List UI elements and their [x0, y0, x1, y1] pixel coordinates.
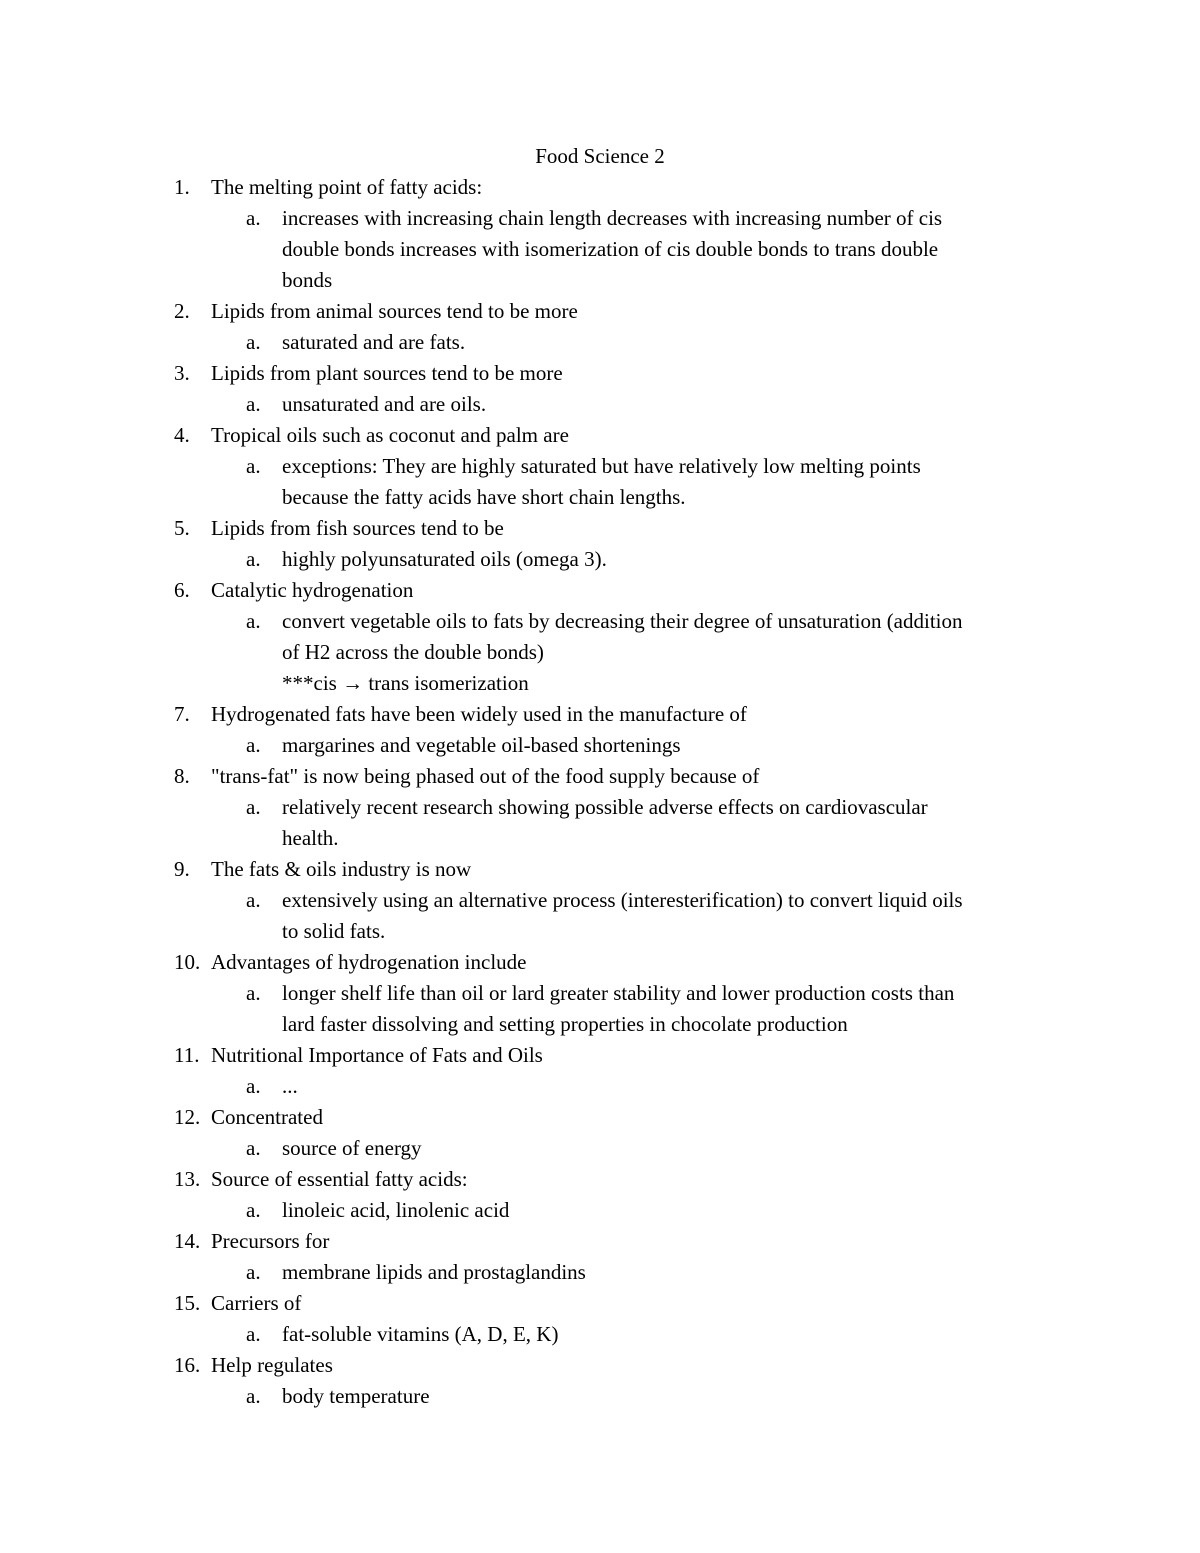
list-item-number: 12.	[174, 1105, 201, 1129]
list-item-row	[174, 1350, 1054, 1381]
list-item	[174, 1288, 1054, 1350]
list-item-number: 5.	[174, 516, 190, 540]
sub-item-line: bonds	[282, 268, 333, 292]
list-item-text: "trans-fat" is now being phased out of the food supply because of	[211, 764, 760, 788]
sub-item-letter: a.	[246, 1260, 261, 1284]
sub-item-line: highly polyunsaturated oils (omega 3).	[282, 547, 607, 571]
sub-item-letter: a.	[246, 981, 261, 1005]
list-item-row	[174, 296, 1054, 327]
page-title: Food Science 2	[535, 144, 665, 168]
list-item-number: 11.	[174, 1043, 200, 1067]
sub-item-letter: a.	[246, 795, 261, 819]
sub-item	[246, 327, 1054, 358]
list-item-row	[174, 1164, 1054, 1195]
numbered-list	[174, 172, 1054, 1412]
sub-item	[246, 606, 1054, 699]
sub-item	[246, 885, 1054, 947]
sub-item-letter: a.	[246, 1136, 261, 1160]
sub-item-letter: a.	[246, 547, 261, 571]
list-item-row	[174, 358, 1054, 389]
list-item-number: 16.	[174, 1353, 201, 1377]
sub-item-line: linoleic acid, linolenic acid	[282, 1198, 510, 1222]
sub-item-text	[282, 978, 1054, 1040]
sub-item-letter: a.	[246, 330, 261, 354]
sub-item-line: of H2 across the double bonds)	[282, 640, 544, 664]
list-item-row	[174, 1102, 1054, 1133]
sub-item-line: health.	[282, 826, 339, 850]
list-item	[174, 1350, 1054, 1412]
sub-item-line: double bonds increases with isomerization of cis double bonds to trans double	[282, 237, 939, 261]
sub-item-text	[282, 885, 1054, 947]
sub-item-text	[282, 1071, 1054, 1102]
sub-item-letter: a.	[246, 1384, 261, 1408]
sub-item-line: ***cis → trans isomerization	[282, 671, 529, 695]
sub-item-line: convert vegetable oils to fats by decreasing their degree of unsaturation (addition	[282, 609, 963, 633]
list-item	[174, 575, 1054, 699]
list-item-number: 15.	[174, 1291, 201, 1315]
sub-item	[246, 544, 1054, 575]
list-item-text: Help regulates	[211, 1353, 333, 1377]
sub-item-text	[282, 1195, 1054, 1226]
sub-item	[246, 451, 1054, 513]
list-item-row	[174, 947, 1054, 978]
list-item-text: Nutritional Importance of Fats and Oils	[211, 1043, 543, 1067]
list-item-text: Precursors for	[211, 1229, 330, 1253]
sub-item	[246, 1257, 1054, 1288]
sub-item	[246, 792, 1054, 854]
sub-item-text	[282, 1381, 1054, 1412]
sub-item-line: relatively recent research showing possible adverse effects on cardiovascular	[282, 795, 928, 819]
sub-item-letter: a.	[246, 206, 261, 230]
sub-item	[246, 1319, 1054, 1350]
list-item-text: Lipids from plant sources tend to be more	[211, 361, 563, 385]
list-item-number: 6.	[174, 578, 190, 602]
list-item-row	[174, 172, 1054, 203]
list-item	[174, 420, 1054, 513]
sub-item-letter: a.	[246, 1322, 261, 1346]
sub-item-letter: a.	[246, 609, 261, 633]
list-item-number: 1.	[174, 175, 190, 199]
sub-item-line: unsaturated and are oils.	[282, 392, 487, 416]
sub-item-letter: a.	[246, 888, 261, 912]
list-item-row	[174, 1288, 1054, 1319]
list-item-text: Advantages of hydrogenation include	[211, 950, 527, 974]
sub-item-line: lard faster dissolving and setting properties in chocolate production	[282, 1012, 848, 1036]
list-item-number: 10.	[174, 950, 201, 974]
list-item	[174, 172, 1054, 296]
list-item-text: Carriers of	[211, 1291, 302, 1315]
list-item-row	[174, 575, 1054, 606]
sub-item-text	[282, 203, 1054, 296]
list-item	[174, 947, 1054, 1040]
list-item	[174, 1226, 1054, 1288]
list-item	[174, 761, 1054, 854]
sub-item-text	[282, 1257, 1054, 1288]
sub-item-text	[282, 544, 1054, 575]
list-item	[174, 358, 1054, 420]
sub-item-line: longer shelf life than oil or lard greater stability and lower production costs than	[282, 981, 955, 1005]
list-item-row	[174, 699, 1054, 730]
list-item-number: 7.	[174, 702, 190, 726]
list-item-number: 4.	[174, 423, 190, 447]
sub-item-letter: a.	[246, 392, 261, 416]
sub-item	[246, 1195, 1054, 1226]
sub-item	[246, 389, 1054, 420]
list-item-row	[174, 1226, 1054, 1257]
sub-item-line: fat-soluble vitamins (A, D, E, K)	[282, 1322, 559, 1346]
list-item-number: 3.	[174, 361, 190, 385]
list-item-number: 9.	[174, 857, 190, 881]
list-item-text: Catalytic hydrogenation	[211, 578, 414, 602]
sub-item-text	[282, 1133, 1054, 1164]
list-item-row	[174, 761, 1054, 792]
sub-item-text	[282, 606, 1054, 699]
sub-item-line: extensively using an alternative process (interesterification) to convert liquid oils	[282, 888, 963, 912]
sub-item-text	[282, 451, 1054, 513]
list-item-text: The fats & oils industry is now	[211, 857, 472, 881]
sub-item-letter: a.	[246, 454, 261, 478]
sub-item-text	[282, 730, 1054, 761]
sub-item-line: ...	[282, 1074, 298, 1098]
list-item	[174, 296, 1054, 358]
sub-item	[246, 978, 1054, 1040]
sub-item-line: body temperature	[282, 1384, 430, 1408]
list-item	[174, 1040, 1054, 1102]
sub-item-letter: a.	[246, 1074, 261, 1098]
sub-item-line: membrane lipids and prostaglandins	[282, 1260, 586, 1284]
sub-item	[246, 1071, 1054, 1102]
list-item-number: 8.	[174, 764, 190, 788]
sub-item-line: because the fatty acids have short chain lengths.	[282, 485, 686, 509]
sub-item-letter: a.	[246, 733, 261, 757]
list-item-text: Lipids from animal sources tend to be more	[211, 299, 578, 323]
sub-item-line: saturated and are fats.	[282, 330, 466, 354]
list-item-text: Lipids from fish sources tend to be	[211, 516, 504, 540]
sub-item-letter: a.	[246, 1198, 261, 1222]
list-item-text: Concentrated	[211, 1105, 323, 1129]
sub-item-line: source of energy	[282, 1136, 422, 1160]
list-item-row	[174, 854, 1054, 885]
list-item-text: The melting point of fatty acids:	[211, 175, 483, 199]
list-item	[174, 854, 1054, 947]
list-item-text: Tropical oils such as coconut and palm are	[211, 423, 569, 447]
sub-item	[246, 1381, 1054, 1412]
sub-item	[246, 203, 1054, 296]
list-item	[174, 699, 1054, 761]
sub-item-text	[282, 1319, 1054, 1350]
list-item-number: 14.	[174, 1229, 201, 1253]
sub-item-line: to solid fats.	[282, 919, 386, 943]
sub-item	[246, 730, 1054, 761]
sub-item-text	[282, 792, 1054, 854]
list-item-number: 13.	[174, 1167, 201, 1191]
list-item-row	[174, 420, 1054, 451]
list-item-number: 2.	[174, 299, 190, 323]
sub-item-line: margarines and vegetable oil-based shortenings	[282, 733, 681, 757]
list-item	[174, 513, 1054, 575]
list-item-text: Source of essential fatty acids:	[211, 1167, 468, 1191]
sub-item-text	[282, 389, 1054, 420]
sub-item-text	[282, 327, 1054, 358]
list-item	[174, 1102, 1054, 1164]
sub-item-line: exceptions: They are highly saturated but have relatively low melting points	[282, 454, 921, 478]
list-item-row	[174, 1040, 1054, 1071]
list-item	[174, 1164, 1054, 1226]
list-item-row	[174, 513, 1054, 544]
list-item-text: Hydrogenated fats have been widely used in the manufacture of	[211, 702, 747, 726]
sub-item-line: increases with increasing chain length decreases with increasing number of cis	[282, 206, 943, 230]
sub-item	[246, 1133, 1054, 1164]
